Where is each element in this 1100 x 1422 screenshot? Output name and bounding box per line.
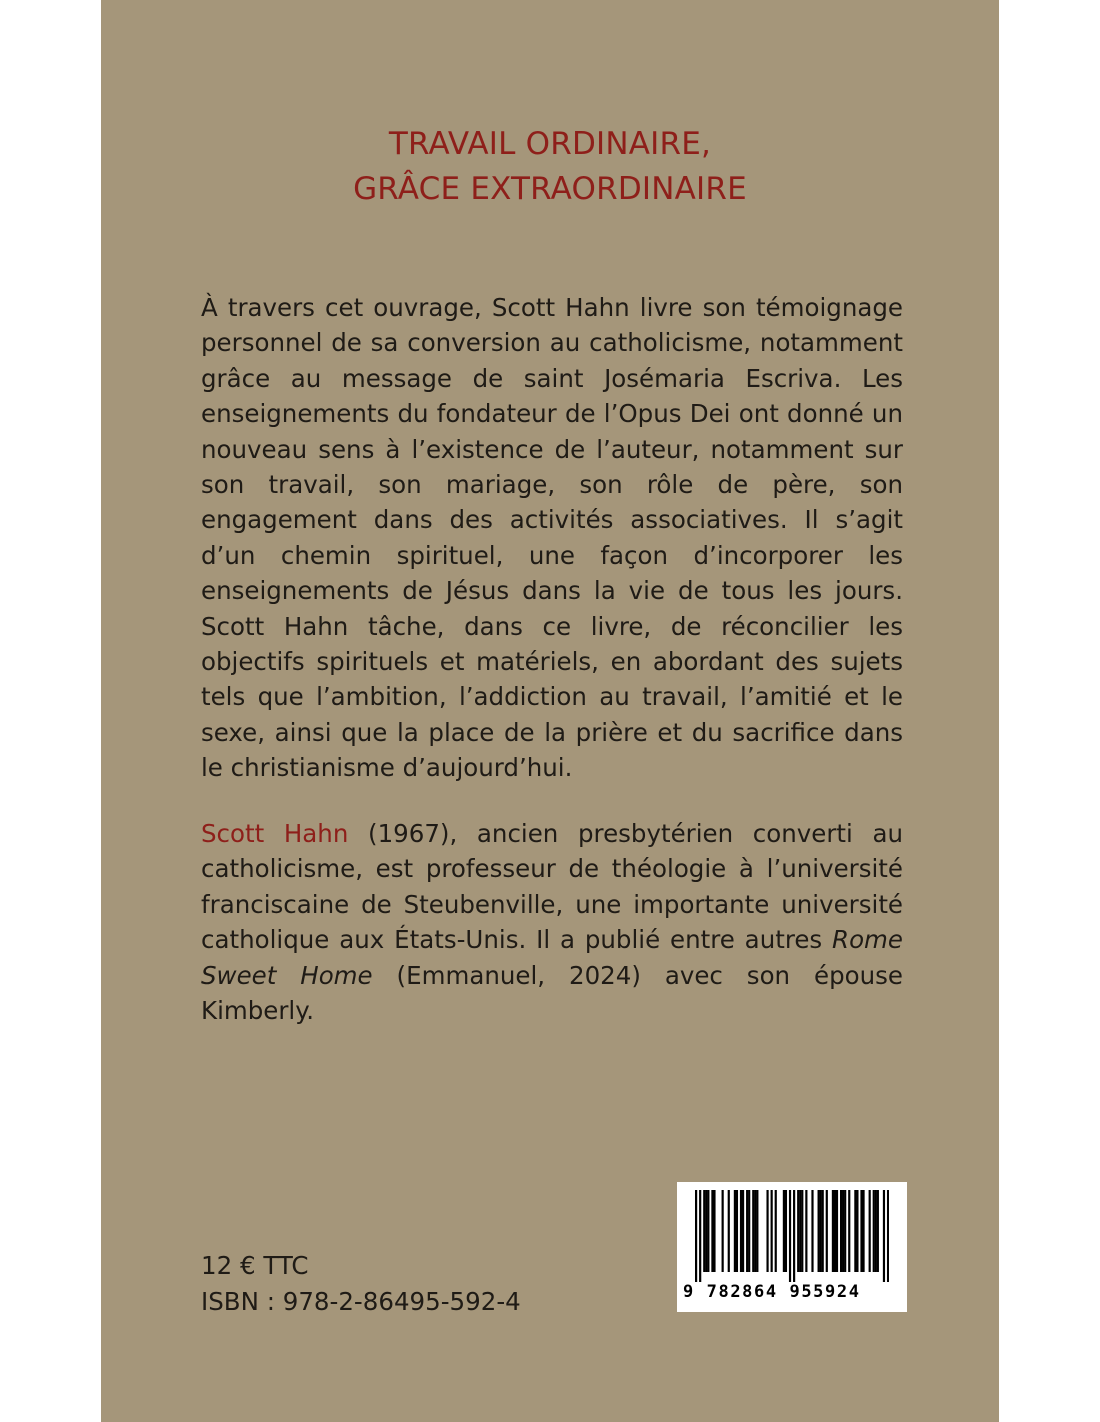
barcode-bar — [811, 1190, 813, 1272]
barcode-bar — [695, 1190, 697, 1282]
barcode — [677, 1182, 907, 1312]
barcode-bar — [771, 1190, 773, 1272]
barcode-bar — [775, 1190, 777, 1272]
barcode-bar — [818, 1190, 820, 1272]
isbn-label: ISBN : 978-2-86495-592-4 — [201, 1287, 521, 1316]
barcode-bar — [832, 1190, 834, 1272]
barcode-bar — [844, 1190, 846, 1272]
barcode-bar — [734, 1190, 736, 1272]
barcode-bar — [722, 1190, 724, 1272]
barcode-bar — [711, 1190, 713, 1272]
author-bio-text: (1967), ancien presbytérien converti au catholicisme, est professeur de théologie à l’université franciscaine de Steubenville, une importante université catholique aux États-Unis. Il a publié entre autres — [201, 819, 903, 955]
author-name: Scott Hahn — [201, 819, 349, 848]
author-bio-text-end: (Emmanuel, 2024) avec son épouse Kimberly. — [201, 960, 903, 1026]
barcode-bar — [854, 1190, 856, 1272]
barcode-bar — [860, 1190, 862, 1272]
barcode-bar — [783, 1190, 785, 1272]
price-label: 12 € TTC — [201, 1251, 309, 1280]
barcode-bar — [756, 1190, 758, 1272]
book-back-cover — [101, 0, 999, 1422]
barcode-digits: 9 782864 955924 — [683, 1282, 861, 1302]
barcode-bar — [766, 1190, 768, 1272]
barcode-bar — [754, 1190, 756, 1272]
barcode-bar — [746, 1190, 748, 1272]
barcode-bar — [703, 1190, 705, 1272]
barcode-bar — [797, 1190, 799, 1272]
barcode-bar — [873, 1190, 875, 1272]
barcode-bar — [820, 1190, 822, 1272]
barcode-bar — [801, 1190, 803, 1272]
barcode-bar — [793, 1190, 795, 1282]
barcode-bar — [752, 1190, 754, 1272]
barcode-bar — [862, 1190, 864, 1272]
barcode-bar — [842, 1190, 844, 1272]
barcode-bar — [785, 1190, 787, 1272]
barcode-bar — [728, 1190, 730, 1272]
barcode-bar — [836, 1190, 838, 1272]
barcode-bar — [742, 1190, 744, 1272]
book-title — [101, 122, 999, 212]
barcode-bar — [789, 1190, 791, 1282]
barcode-bar — [707, 1190, 709, 1272]
book-reference-title: Rome Sweet Home — [201, 925, 903, 990]
barcode-bar — [869, 1190, 871, 1272]
barcode-bar — [875, 1190, 877, 1272]
barcode-bar — [883, 1190, 885, 1282]
barcode-bar — [834, 1190, 836, 1272]
barcode-bars — [695, 1190, 889, 1282]
summary-paragraph: À travers cet ouvrage, Scott Hahn livre son témoignage personnel de sa conversion au catholicisme, notamment grâce au message de saint Josémaria Escriva. Les enseignements du fondateur de l’Opus Dei ont donné un nouveau sens à l’existence de l’auteur, notamment sur son travail, son mariage, son rôle de père, son engagement dans des activités associatives. Il s’agit d’un chemin spirituel, une façon d’incorporer les enseignements de Jésus dans la vie de tous les jours. Scott Hahn tâche, dans ce livre, de réconcilier les objectifs spirituels et matériels, en abordant des sujets tels que l’ambition, l’addiction au travail, l’amitié et le sexe, ainsi que la place de la prière et du sacrifice dans le christianisme d’aujourd’hui. — [201, 293, 903, 783]
barcode-bar — [736, 1190, 738, 1272]
barcode-bar — [748, 1190, 750, 1272]
barcode-bar — [713, 1190, 715, 1272]
barcode-bar — [740, 1190, 742, 1272]
barcode-bar — [856, 1190, 858, 1272]
barcode-bar — [840, 1190, 842, 1272]
title-line-2: GRÂCE EXTRAORDINAIRE — [353, 171, 747, 207]
barcode-bar — [805, 1190, 807, 1272]
barcode-bar — [699, 1190, 701, 1282]
title-line-1: TRAVAIL ORDINAIRE, — [388, 126, 712, 162]
barcode-bar — [799, 1190, 801, 1272]
barcode-bar — [705, 1190, 707, 1272]
barcode-bar — [826, 1190, 828, 1272]
barcode-bar — [887, 1190, 889, 1282]
barcode-bar — [848, 1190, 850, 1272]
barcode-bar — [822, 1190, 824, 1272]
barcode-bar — [877, 1190, 879, 1272]
author-bio-paragraph — [201, 816, 903, 1028]
